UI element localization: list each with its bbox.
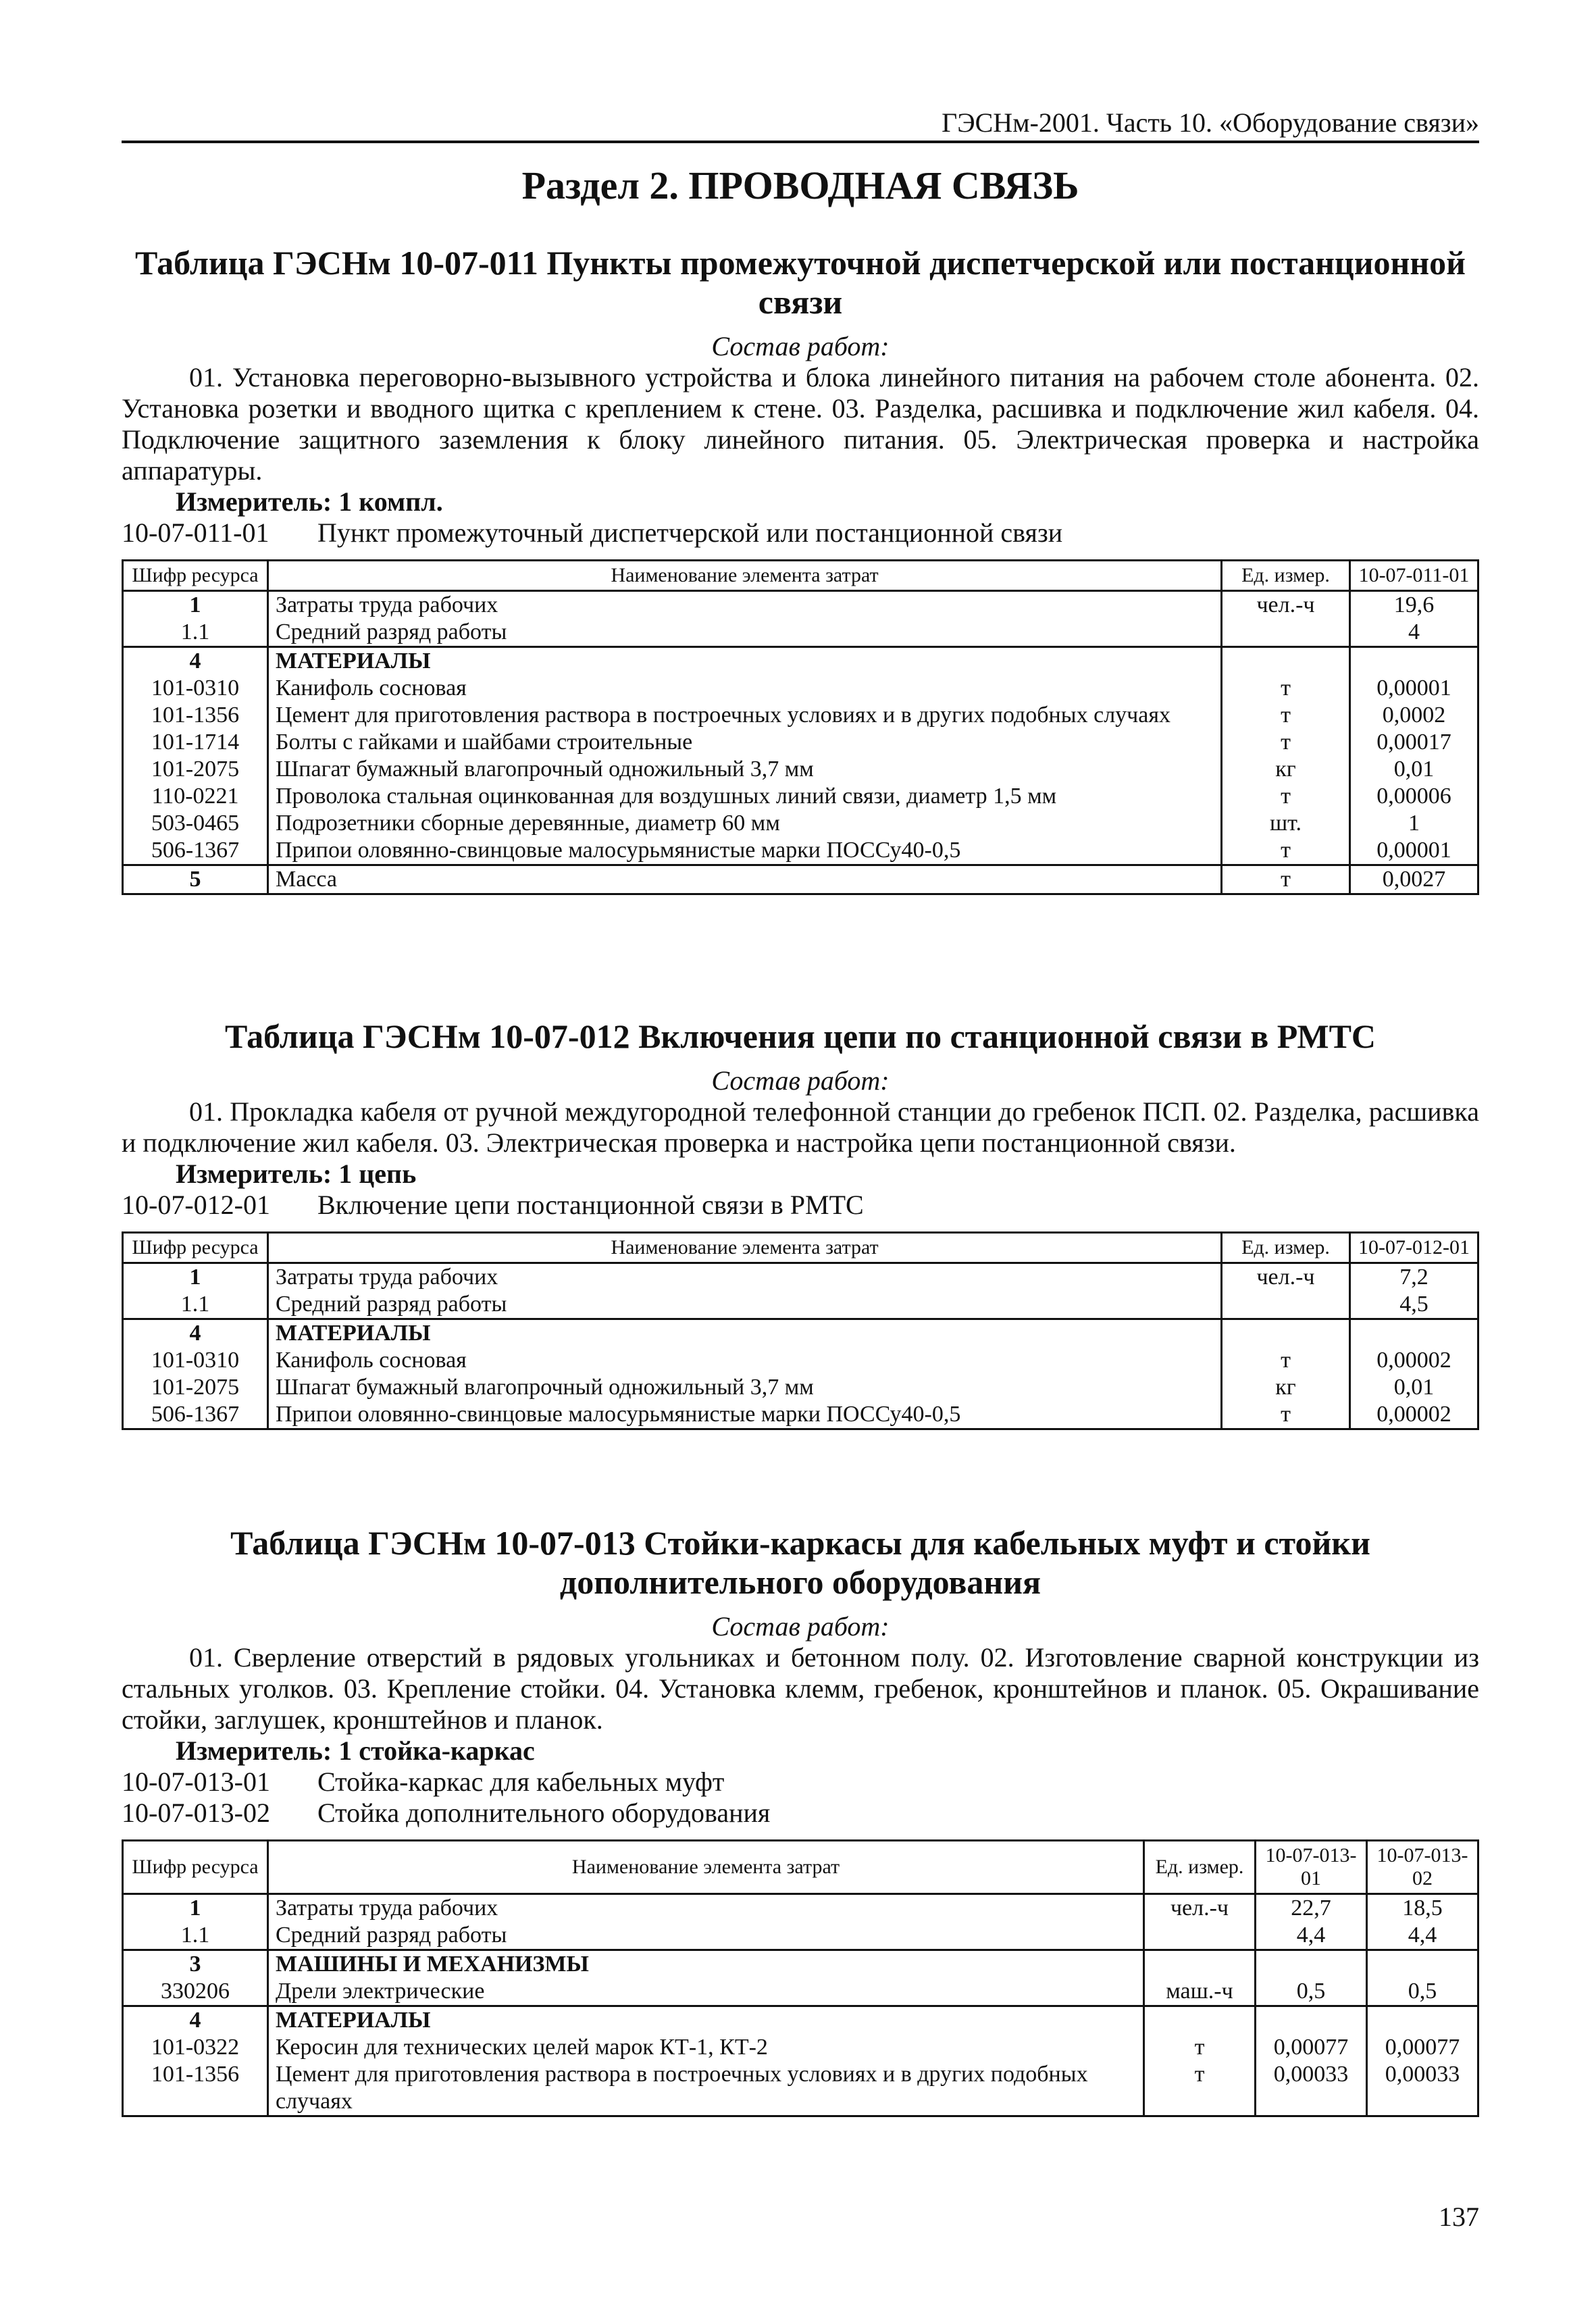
cell-unit: чел.-ч bbox=[1144, 1894, 1256, 1923]
cell-name: МАТЕРИАЛЫ bbox=[268, 1319, 1222, 1348]
cell-unit bbox=[1222, 619, 1350, 647]
works-description: 01. Сверление отверстий в рядовых угольниках и бетонном полу. 02. Изготовление сварной конструкции из стальных уголков. 03. Крепление стойки. 04. Установка клемм, гребенок, кронштейнов и планок. 05. Окрашивание стойки, заглушек, кронштейнов и планок. bbox=[122, 1642, 1479, 1735]
table-row bbox=[123, 1978, 1478, 2006]
header-unit: Ед. измер. bbox=[1222, 1233, 1350, 1263]
resource-table bbox=[122, 559, 1479, 895]
cell-name: Подрозетники сборные деревянные, диаметр 60 мм bbox=[268, 810, 1222, 837]
cell-code: 506-1367 bbox=[123, 1401, 268, 1429]
table-row bbox=[123, 591, 1478, 619]
cell-value: 1 bbox=[1350, 810, 1478, 837]
table-row bbox=[123, 675, 1478, 702]
cell-code: 101-0310 bbox=[123, 675, 268, 702]
cell-value: 18,5 bbox=[1367, 1894, 1478, 1923]
cell-value bbox=[1367, 1950, 1478, 1979]
header-unit: Ед. измер. bbox=[1222, 561, 1350, 591]
cell-name: Дрели электрические bbox=[268, 1978, 1144, 2006]
cell-value: 0,00001 bbox=[1350, 675, 1478, 702]
cell-value bbox=[1350, 647, 1478, 676]
measurement-unit: Измеритель: 1 стойка-каркас bbox=[176, 1735, 535, 1766]
cell-code: 1.1 bbox=[123, 619, 268, 647]
header-code: Шифр ресурса bbox=[123, 1841, 268, 1894]
cell-code: 101-0310 bbox=[123, 1347, 268, 1374]
cell-value: 0,5 bbox=[1256, 1978, 1367, 2006]
cell-unit: т bbox=[1222, 729, 1350, 756]
cell-name: Цемент для приготовления раствора в построечных условиях и в других подобных случаях bbox=[268, 702, 1222, 729]
cell-value: 0,00033 bbox=[1256, 2061, 1367, 2116]
works-description: 01. Установка переговорно-вызывного устройства и блока линейного питания на рабочем столе абонента. 02. Установка розетки и вводного щитка с креплением к стене. 03. Разделка, расшивка и подключение жил кабеля. 04. Подключение защитного заземления к блоку линейного питания. 05. Электрическая проверка и настройка аппаратуры. bbox=[122, 362, 1479, 486]
cell-code: 5 bbox=[123, 865, 268, 894]
cell-name: Шпагат бумажный влагопрочный одножильный 3,7 мм bbox=[268, 1374, 1222, 1401]
norm-table-block bbox=[122, 1017, 1479, 1430]
cell-unit bbox=[1144, 1922, 1256, 1950]
table-row bbox=[123, 756, 1478, 783]
cell-unit: т bbox=[1222, 1347, 1350, 1374]
cell-name: Канифоль сосновая bbox=[268, 1347, 1222, 1374]
cell-code: 4 bbox=[123, 647, 268, 676]
table-title: Таблица ГЭСНм 10-07-011 Пункты промежуточной диспетчерской или постанционной связи bbox=[135, 244, 1466, 321]
table-header-row bbox=[123, 1233, 1478, 1263]
norm-item bbox=[122, 1798, 1479, 1829]
table-row bbox=[123, 2006, 1478, 2035]
cell-code: 4 bbox=[123, 1319, 268, 1348]
norm-item bbox=[122, 1766, 1479, 1798]
cell-value: 19,6 bbox=[1350, 591, 1478, 619]
cell-name: Припои оловянно-свинцовые малосурьмянистые марки ПОССу40-0,5 bbox=[268, 837, 1222, 865]
cell-name: Керосин для технических целей марок КТ-1, КТ-2 bbox=[268, 2034, 1144, 2061]
table-row bbox=[123, 2034, 1478, 2061]
cell-value: 0,01 bbox=[1350, 1374, 1478, 1401]
cell-unit bbox=[1222, 647, 1350, 676]
norm-item bbox=[122, 517, 1479, 549]
norm-table-block bbox=[122, 243, 1479, 895]
cell-unit: т bbox=[1222, 702, 1350, 729]
cell-code: 1 bbox=[123, 1263, 268, 1292]
norm-item-name: Включение цепи постанционной связи в РМТС bbox=[317, 1190, 864, 1220]
cell-value: 4,4 bbox=[1256, 1922, 1367, 1950]
header-norm-code: 10-07-013-01 bbox=[1256, 1841, 1367, 1894]
table-row bbox=[123, 1894, 1478, 1923]
works-description: 01. Прокладка кабеля от ручной междугородной телефонной станции до гребенок ПСП. 02. Разделка, расшивка и подключение жил кабеля. 03. Электрическая проверка и настройка цепи постанционной связи. bbox=[122, 1096, 1479, 1158]
cell-name: Затраты труда рабочих bbox=[268, 591, 1222, 619]
page-number: 137 bbox=[1439, 2202, 1479, 2232]
norm-item-code: 10-07-012-01 bbox=[122, 1190, 270, 1220]
norm-item-name: Пункт промежуточный диспетчерской или постанционной связи bbox=[317, 517, 1063, 548]
cell-value: 4 bbox=[1350, 619, 1478, 647]
header-code: Шифр ресурса bbox=[123, 561, 268, 591]
table-row bbox=[123, 865, 1478, 894]
header-name: Наименование элемента затрат bbox=[268, 561, 1222, 591]
sostav-label: Состав работ: bbox=[711, 1065, 890, 1096]
table-row bbox=[123, 729, 1478, 756]
resource-table bbox=[122, 1839, 1479, 2117]
cell-value: 0,00001 bbox=[1350, 837, 1478, 865]
cell-unit: кг bbox=[1222, 756, 1350, 783]
sostav-label: Состав работ: bbox=[711, 331, 890, 361]
sostav-label: Состав работ: bbox=[711, 1611, 890, 1642]
cell-name: Средний разряд работы bbox=[268, 1922, 1144, 1950]
header-name: Наименование элемента затрат bbox=[268, 1233, 1222, 1263]
running-header: ГЭСНм-2001. Часть 10. «Оборудование связи» bbox=[942, 107, 1479, 138]
table-row bbox=[123, 1263, 1478, 1292]
cell-name: МАТЕРИАЛЫ bbox=[268, 2006, 1144, 2035]
cell-value: 0,01 bbox=[1350, 756, 1478, 783]
table-row bbox=[123, 1291, 1478, 1319]
cell-name: Затраты труда рабочих bbox=[268, 1263, 1222, 1292]
cell-name: Средний разряд работы bbox=[268, 1291, 1222, 1319]
cell-name: Шпагат бумажный влагопрочный одножильный 3,7 мм bbox=[268, 756, 1222, 783]
cell-code: 101-1714 bbox=[123, 729, 268, 756]
cell-unit: т bbox=[1222, 675, 1350, 702]
cell-code: 1.1 bbox=[123, 1291, 268, 1319]
table-row bbox=[123, 647, 1478, 676]
cell-code: 101-1356 bbox=[123, 2061, 268, 2116]
cell-code: 101-1356 bbox=[123, 702, 268, 729]
cell-code: 110-0221 bbox=[123, 783, 268, 810]
table-title: Таблица ГЭСНм 10-07-013 Стойки-каркасы для кабельных муфт и стойки дополнительного оборудования bbox=[230, 1524, 1370, 1601]
cell-name: Проволока стальная оцинкованная для воздушных линий связи, диаметр 1,5 мм bbox=[268, 783, 1222, 810]
table-row bbox=[123, 1374, 1478, 1401]
cell-name: МАШИНЫ И МЕХАНИЗМЫ bbox=[268, 1950, 1144, 1979]
cell-value: 0,00002 bbox=[1350, 1401, 1478, 1429]
cell-code: 101-0322 bbox=[123, 2034, 268, 2061]
cell-value: 0,00077 bbox=[1367, 2034, 1478, 2061]
table-row bbox=[123, 783, 1478, 810]
cell-value: 0,00033 bbox=[1367, 2061, 1478, 2116]
cell-code: 1 bbox=[123, 1894, 268, 1923]
cell-unit bbox=[1222, 1291, 1350, 1319]
table-header-row bbox=[123, 1841, 1478, 1894]
cell-unit bbox=[1144, 2006, 1256, 2035]
cell-value bbox=[1256, 1950, 1367, 1979]
cell-value: 0,00002 bbox=[1350, 1347, 1478, 1374]
norm-item-code: 10-07-011-01 bbox=[122, 517, 269, 548]
cell-name: Болты с гайками и шайбами строительные bbox=[268, 729, 1222, 756]
cell-code: 506-1367 bbox=[123, 837, 268, 865]
cell-unit: т bbox=[1222, 837, 1350, 865]
table-header-row bbox=[123, 561, 1478, 591]
norm-item-name: Стойка-каркас для кабельных муфт bbox=[317, 1766, 725, 1797]
cell-unit: т bbox=[1222, 865, 1350, 894]
cell-name: МАТЕРИАЛЫ bbox=[268, 647, 1222, 676]
cell-value: 0,0027 bbox=[1350, 865, 1478, 894]
cell-unit: т bbox=[1144, 2034, 1256, 2061]
cell-unit bbox=[1222, 1319, 1350, 1348]
cell-unit: т bbox=[1222, 1401, 1350, 1429]
cell-name: Средний разряд работы bbox=[268, 619, 1222, 647]
norm-table-block bbox=[122, 1523, 1479, 2117]
cell-name: Припои оловянно-свинцовые малосурьмянистые марки ПОССу40-0,5 bbox=[268, 1401, 1222, 1429]
cell-code: 503-0465 bbox=[123, 810, 268, 837]
cell-code: 101-2075 bbox=[123, 756, 268, 783]
norm-item-code: 10-07-013-02 bbox=[122, 1798, 270, 1828]
table-row bbox=[123, 1950, 1478, 1979]
cell-code: 101-2075 bbox=[123, 1374, 268, 1401]
header-code: Шифр ресурса bbox=[123, 1233, 268, 1263]
table-row bbox=[123, 1401, 1478, 1429]
header-norm-code: 10-07-011-01 bbox=[1350, 561, 1478, 591]
header-rule bbox=[122, 141, 1479, 143]
cell-name: Канифоль сосновая bbox=[268, 675, 1222, 702]
header-unit: Ед. измер. bbox=[1144, 1841, 1256, 1894]
cell-code: 1.1 bbox=[123, 1922, 268, 1950]
cell-value bbox=[1367, 2006, 1478, 2035]
cell-unit: чел.-ч bbox=[1222, 1263, 1350, 1292]
header-name: Наименование элемента затрат bbox=[268, 1841, 1144, 1894]
table-row bbox=[123, 1922, 1478, 1950]
header-norm-code: 10-07-012-01 bbox=[1350, 1233, 1478, 1263]
cell-name: Цемент для приготовления раствора в построечных условиях и в других подобных случаях bbox=[268, 2061, 1144, 2116]
table-row bbox=[123, 2061, 1478, 2116]
table-row bbox=[123, 702, 1478, 729]
table-row bbox=[123, 837, 1478, 865]
cell-unit: т bbox=[1222, 783, 1350, 810]
cell-name: Масса bbox=[268, 865, 1222, 894]
table-row bbox=[123, 810, 1478, 837]
cell-value: 0,0002 bbox=[1350, 702, 1478, 729]
section-title: Раздел 2. ПРОВОДНАЯ СВЯЗЬ bbox=[521, 163, 1079, 207]
measurement-unit: Измеритель: 1 цепь bbox=[176, 1159, 417, 1189]
table-row bbox=[123, 619, 1478, 647]
cell-value: 22,7 bbox=[1256, 1894, 1367, 1923]
cell-value bbox=[1256, 2006, 1367, 2035]
measurement-unit: Измеритель: 1 компл. bbox=[176, 486, 443, 517]
cell-unit: т bbox=[1144, 2061, 1256, 2116]
norm-item-code: 10-07-013-01 bbox=[122, 1766, 270, 1797]
cell-unit bbox=[1144, 1950, 1256, 1979]
cell-code: 330206 bbox=[123, 1978, 268, 2006]
cell-code: 4 bbox=[123, 2006, 268, 2035]
cell-unit: кг bbox=[1222, 1374, 1350, 1401]
norm-item bbox=[122, 1190, 1479, 1221]
cell-value: 0,00006 bbox=[1350, 783, 1478, 810]
cell-value: 0,5 bbox=[1367, 1978, 1478, 2006]
cell-value: 7,2 bbox=[1350, 1263, 1478, 1292]
cell-value bbox=[1350, 1319, 1478, 1348]
table-row bbox=[123, 1347, 1478, 1374]
resource-table bbox=[122, 1231, 1479, 1430]
cell-code: 1 bbox=[123, 591, 268, 619]
table-title: Таблица ГЭСНм 10-07-012 Включения цепи по станционной связи в РМТС bbox=[224, 1017, 1376, 1055]
cell-value: 4,5 bbox=[1350, 1291, 1478, 1319]
cell-value: 0,00077 bbox=[1256, 2034, 1367, 2061]
norm-item-name: Стойка дополнительного оборудования bbox=[317, 1798, 771, 1828]
cell-unit: шт. bbox=[1222, 810, 1350, 837]
cell-unit: чел.-ч bbox=[1222, 591, 1350, 619]
table-row bbox=[123, 1319, 1478, 1348]
cell-code: 3 bbox=[123, 1950, 268, 1979]
header-norm-code: 10-07-013-02 bbox=[1367, 1841, 1478, 1894]
cell-value: 0,00017 bbox=[1350, 729, 1478, 756]
cell-value: 4,4 bbox=[1367, 1922, 1478, 1950]
cell-unit: маш.-ч bbox=[1144, 1978, 1256, 2006]
cell-name: Затраты труда рабочих bbox=[268, 1894, 1144, 1923]
